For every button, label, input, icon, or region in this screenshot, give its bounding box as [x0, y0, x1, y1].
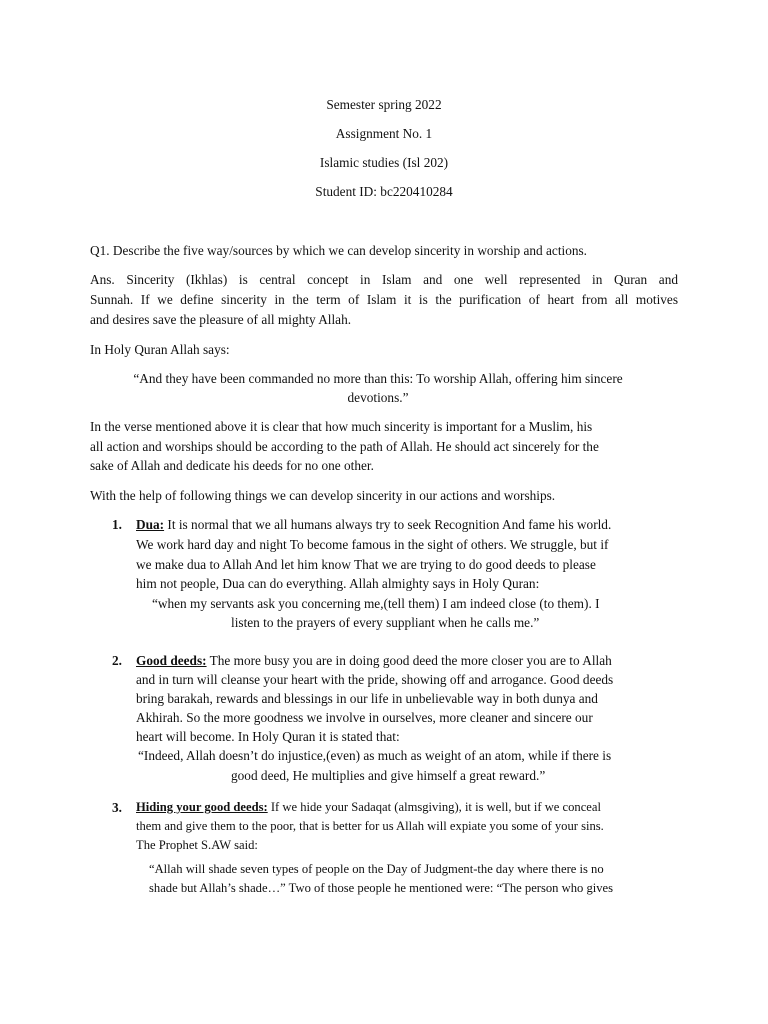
item-line: The more busy you are in doing good deed the more closer you are to Allah [206, 653, 612, 668]
list-number: 2. [112, 653, 122, 668]
list-number: 3. [112, 800, 122, 815]
answer-line-2: Sunnah. If we define sincerity in the term of Islam it is the purification of heart from all motives [90, 292, 678, 307]
list-number: 1. [112, 517, 122, 532]
item-line: heart will become. In Holy Quran it is stated that: [136, 729, 400, 744]
item-quote-line: “Indeed, Allah doesn’t do injustice,(even) as much as weight of an atom, while if there is [138, 748, 612, 763]
verse-para-line-3: sake of Allah and dedicate his deeds for no one other. [90, 458, 374, 473]
list-item-good-deeds [136, 651, 612, 670]
item-quote-line: listen to the prayers of every suppliant when he calls me.” [231, 615, 540, 630]
item-line: him not people, Dua can do everything. Allah almighty says in Holy Quran: [136, 576, 540, 591]
verse-para-line-1: In the verse mentioned above it is clear that how much sincerity is important for a Muslim, his [90, 419, 593, 434]
quote-1-line-1: “And they have been commanded no more than this: To worship Allah, offering him sincere [133, 371, 623, 386]
verse-para-line-2: all action and worships should be according to the path of Allah. He should act sincerely for the [90, 439, 599, 454]
item-line: We work hard day and night To become famous in the sight of others. We struggle, but if [136, 537, 609, 552]
quran-intro: In Holy Quran Allah says: [90, 342, 230, 357]
item-line: we make dua to Allah And let him know That we are trying to do good deeds to please [136, 557, 596, 572]
answer-line-3: and desires save the pleasure of all mighty Allah. [90, 312, 352, 327]
item-quote-line: “Allah will shade seven types of people on the Day of Judgment-the day where there is no [149, 862, 604, 876]
assignment-line: Assignment No. 1 [335, 126, 433, 141]
item-line: and in turn will cleanse your heart with the pride, showing off and arrogance. Good deeds [136, 672, 614, 687]
item-title: Hiding your good deeds: [136, 800, 268, 814]
item-line: The Prophet S.AW said: [136, 838, 258, 852]
course-line: Islamic studies (Isl 202) [319, 155, 449, 170]
item-line: bring barakah, rewards and blessings in our life in unbelievable way in both dunya and [136, 691, 598, 706]
item-title: Dua: [136, 517, 165, 532]
answer-line-1: Ans. Sincerity (Ikhlas) is central concept in Islam and one well represented in Quran and [90, 272, 678, 287]
question-text: Q1. Describe the five way/sources by which we can develop sincerity in worship and actions. [90, 243, 588, 258]
item-line: Akhirah. So the more goodness we involve in ourselves, more cleaner and sincere our [136, 710, 593, 725]
student-id-line: Student ID: bc220410284 [315, 184, 453, 199]
item-quote-line: good deed, He multiplies and give himself a great reward.” [231, 768, 546, 783]
item-quote-line: “when my servants ask you concerning me,(tell them) I am indeed close (to them). I [152, 596, 600, 611]
item-line: If we hide your Sadaqat (almsgiving), it is well, but if we conceal [267, 800, 601, 814]
quote-1-line-2: devotions.” [347, 390, 409, 405]
item-quote-line: shade but Allah’s shade…” Two of those people he mentioned were: “The person who gives [149, 881, 614, 895]
list-item-dua [136, 515, 611, 534]
list-item-hiding-deeds [136, 798, 601, 817]
item-line: them and give them to the poor, that is better for us Allah will expiate you some of your sins. [136, 819, 604, 833]
item-title: Good deeds: [136, 653, 207, 668]
help-para: With the help of following things we can develop sincerity in our actions and worships. [90, 488, 556, 503]
item-line: It is normal that we all humans always try to seek Recognition And fame his world. [164, 517, 612, 532]
semester-line: Semester spring 2022 [326, 97, 442, 112]
